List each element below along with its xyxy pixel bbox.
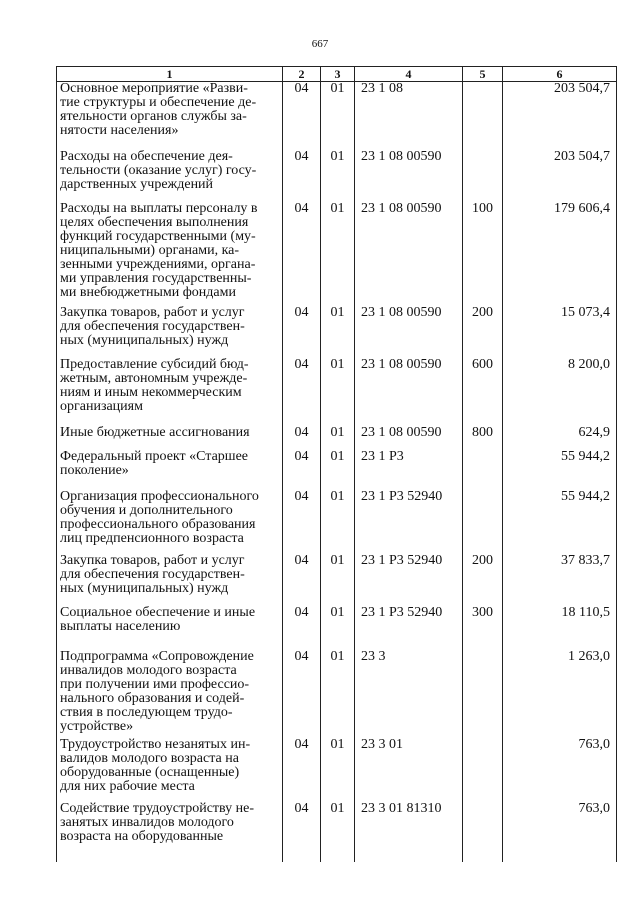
row-name: Закупка товаров, работ и услуг для обеспечения государствен- ных (муниципальных) нужд (57, 306, 283, 358)
column-header: 5 (463, 67, 503, 82)
row-name: Социальное обеспечение и иные выплаты населению (57, 606, 283, 650)
row-subsection: 01 (321, 426, 355, 450)
row-subsection: 01 (321, 554, 355, 606)
row-subsection: 01 (321, 738, 355, 802)
row-amount: 1 263,0 (503, 650, 617, 738)
row-expense-type: 200 (463, 306, 503, 358)
row-target-article: 23 1 08 00590 (355, 358, 463, 426)
row-subsection: 01 (321, 358, 355, 426)
row-expense-type (463, 650, 503, 738)
row-name: Основное мероприятие «Разви- тие структуры и обеспечение де- ятельности органов службы за- нятости населения» (57, 82, 283, 150)
row-section: 04 (283, 450, 321, 490)
table-row (57, 606, 617, 650)
table-row (57, 426, 617, 450)
row-section: 04 (283, 306, 321, 358)
row-target-article: 23 1 08 00590 (355, 202, 463, 306)
row-expense-type: 600 (463, 358, 503, 426)
row-name: Расходы на обеспечение дея- тельности (оказание услуг) госу- дарственных учреждений (57, 150, 283, 202)
row-amount: 37 833,7 (503, 554, 617, 606)
row-amount: 55 944,2 (503, 450, 617, 490)
row-expense-type (463, 82, 503, 150)
column-header: 4 (355, 67, 463, 82)
row-amount: 203 504,7 (503, 150, 617, 202)
row-section: 04 (283, 802, 321, 862)
row-expense-type: 800 (463, 426, 503, 450)
column-header: 1 (57, 67, 283, 82)
row-subsection: 01 (321, 802, 355, 862)
row-expense-type: 100 (463, 202, 503, 306)
row-amount: 203 504,7 (503, 82, 617, 150)
row-amount: 763,0 (503, 802, 617, 862)
row-subsection: 01 (321, 82, 355, 150)
row-amount: 624,9 (503, 426, 617, 450)
row-section: 04 (283, 606, 321, 650)
table-row (57, 802, 617, 862)
row-expense-type (463, 802, 503, 862)
page-number: 667 (311, 38, 329, 50)
column-header: 2 (283, 67, 321, 82)
row-subsection: 01 (321, 606, 355, 650)
row-name: Трудоустройство незанятых ин- валидов молодого возраста на оборудованные (оснащенные) для них рабочие места (57, 738, 283, 802)
row-amount: 18 110,5 (503, 606, 617, 650)
row-target-article: 23 1 P3 52940 (355, 554, 463, 606)
row-section: 04 (283, 202, 321, 306)
row-name: Организация профессионального обучения и дополнительного профессионального образования лиц предпенсионного возраста (57, 490, 283, 554)
row-name: Федеральный проект «Старшее поколение» (57, 450, 283, 490)
table-header-row (57, 67, 617, 82)
row-target-article: 23 1 08 (355, 82, 463, 150)
row-section: 04 (283, 358, 321, 426)
row-name: Подпрограмма «Сопровождение инвалидов молодого возраста при получении ими профессио- нального образования и содей- ствия в последующем трудо- устройстве» (57, 650, 283, 738)
row-subsection: 01 (321, 490, 355, 554)
table-row (57, 82, 617, 150)
row-section: 04 (283, 738, 321, 802)
row-name: Предоставление субсидий бюд- жетным, автономным учрежде- ниям и иным некоммерческим организациям (57, 358, 283, 426)
row-target-article: 23 3 01 (355, 738, 463, 802)
row-name: Закупка товаров, работ и услуг для обеспечения государствен- ных (муниципальных) нужд (57, 554, 283, 606)
column-header: 3 (321, 67, 355, 82)
row-amount: 8 200,0 (503, 358, 617, 426)
column-header: 6 (503, 67, 617, 82)
row-name: Содействие трудоустройству не- занятых инвалидов молодого возраста на оборудованные (57, 802, 283, 862)
table-body (57, 82, 617, 862)
row-amount: 763,0 (503, 738, 617, 802)
row-expense-type (463, 450, 503, 490)
row-section: 04 (283, 150, 321, 202)
row-section: 04 (283, 426, 321, 450)
row-amount: 55 944,2 (503, 490, 617, 554)
row-target-article: 23 1 P3 52940 (355, 490, 463, 554)
table-row (57, 554, 617, 606)
row-section: 04 (283, 650, 321, 738)
row-target-article: 23 3 (355, 650, 463, 738)
row-subsection: 01 (321, 202, 355, 306)
row-subsection: 01 (321, 150, 355, 202)
row-amount: 15 073,4 (503, 306, 617, 358)
row-subsection: 01 (321, 650, 355, 738)
row-section: 04 (283, 490, 321, 554)
row-expense-type: 300 (463, 606, 503, 650)
row-amount: 179 606,4 (503, 202, 617, 306)
row-target-article: 23 3 01 81310 (355, 802, 463, 862)
row-subsection: 01 (321, 450, 355, 490)
table-row (57, 150, 617, 202)
table-row (57, 450, 617, 490)
row-target-article: 23 1 08 00590 (355, 150, 463, 202)
row-section: 04 (283, 82, 321, 150)
table-row (57, 650, 617, 738)
table-row (57, 490, 617, 554)
row-expense-type: 200 (463, 554, 503, 606)
row-target-article: 23 1 08 00590 (355, 426, 463, 450)
row-expense-type (463, 150, 503, 202)
table-row (57, 358, 617, 426)
row-target-article: 23 1 08 00590 (355, 306, 463, 358)
row-expense-type (463, 738, 503, 802)
row-name: Расходы на выплаты персоналу в целях обеспечения выполнения функций государственными (му- ниципальными) органами, ка- зенными учреждениями, органа- ми управления государственны- ми внебюджетными фондами (57, 202, 283, 306)
row-target-article: 23 1 P3 (355, 450, 463, 490)
table-row (57, 306, 617, 358)
row-target-article: 23 1 P3 52940 (355, 606, 463, 650)
table-row (57, 202, 617, 306)
table-row (57, 738, 617, 802)
budget-table (56, 66, 617, 862)
row-expense-type (463, 490, 503, 554)
row-subsection: 01 (321, 306, 355, 358)
row-section: 04 (283, 554, 321, 606)
row-name: Иные бюджетные ассигнования (57, 426, 283, 450)
